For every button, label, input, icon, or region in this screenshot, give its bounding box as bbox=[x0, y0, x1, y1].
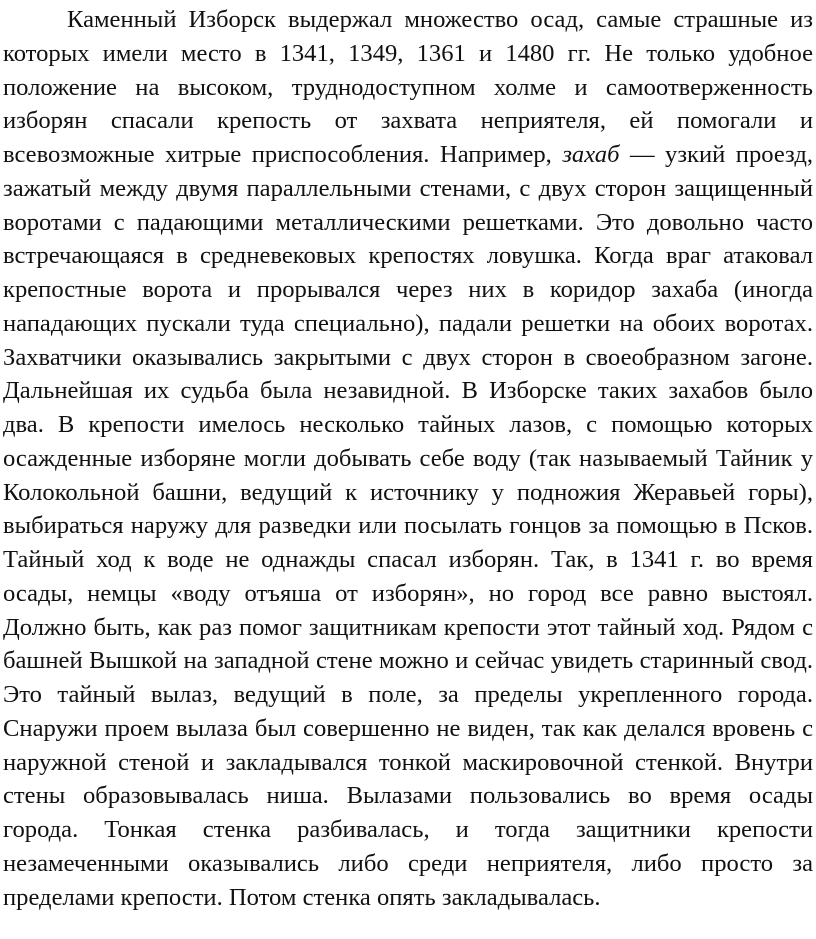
body-paragraph bbox=[3, 3, 813, 914]
paragraph-text-part-1: Каменный Изборск выдержал множество осад, самые страшные из которых имели место в 1341, 1349, 1361 и 1480 гг. Не только удобное положение на высоком, труднодоступном холме и самоотверженность изборян спасали крепость от захвата неприятеля, ей помогали и всевозможные хитрые приспособления. Например, bbox=[3, 6, 813, 168]
italic-term-zakhab: захаб bbox=[562, 141, 620, 168]
paragraph-text-part-2: — узкий проезд, зажатый между двумя параллельными стенами, с двух сторон защищенный воротами с падающими металлическими решетками. Это довольно часто встречающаяся в средневековых крепостях ловушка. Когда враг атаковал крепостные ворота и прорывался через них в коридор захаба (иногда нападающих пускали туда специально), падали решетки на обоих воротах. Захватчики оказывались закрытыми с двух сторон в своеобразном загоне. Дальнейшая их судьба была незавидной. В Изборске таких захабов было два. В крепости имелось несколько тайных лазов, с помощью которых осажденные изборяне могли добывать себе воду (так называемый Тайник у Колокольной башни, ведущий к источнику у подножия Жеравьей горы), выбираться наружу для разведки или посылать гонцов за помощью в Псков. Тайный ход к воде не однажды спасал изборян. Так, в 1341 г. во время осады, немцы «воду отъяша от изборян», но город все равно выстоял. Должно быть, как раз помог защитникам крепости этот тайный ход. Рядом с башней Вышкой на западной стене можно и сейчас увидеть старинный свод. Это тайный вылаз, ведущий в поле, за пределы укрепленного города. Снаружи проем вылаза был совершенно не виден, так как делался вровень с наружной стеной и закладывался тонкой маскировочной стенкой. Внутри стены образовывалась ниша. Вылазами пользовались во время осады города. Тонкая стенка разбивалась, и тогда защитники крепости незамеченными оказывались либо среди неприятеля, либо просто за пределами крепости. Потом стенка опять закладывалась. bbox=[3, 141, 813, 911]
